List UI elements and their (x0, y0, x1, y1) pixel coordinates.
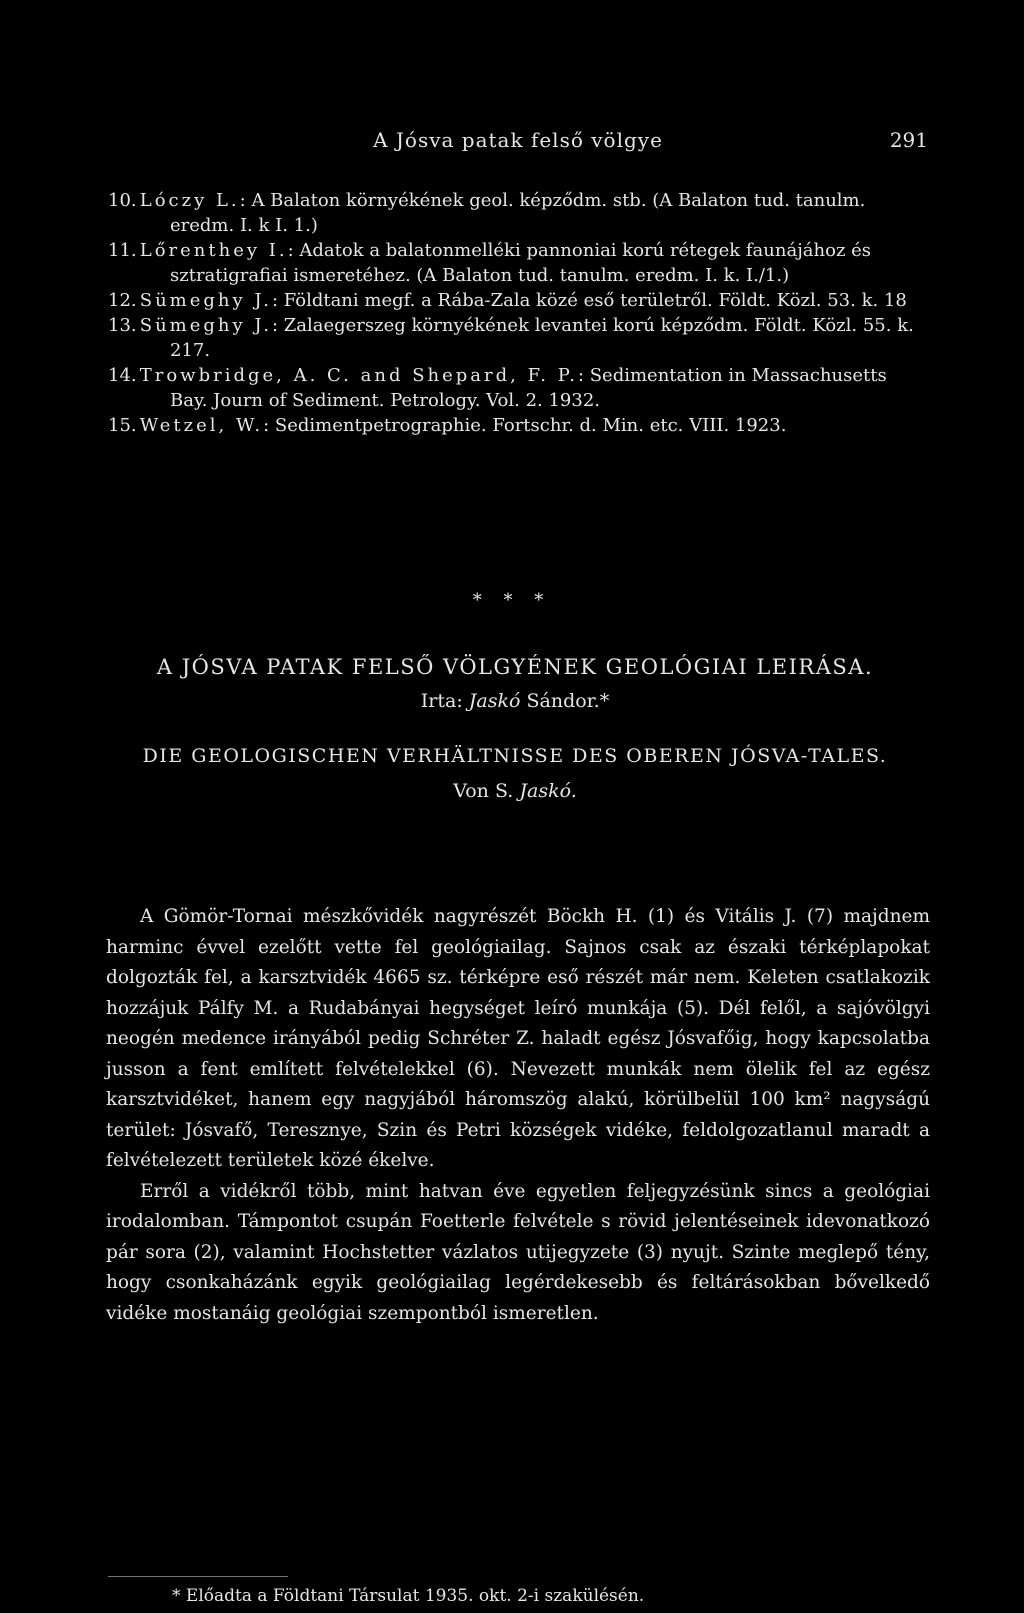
footnote: * Előadta a Földtani Társulat 1935. okt. 2-i szakülésén. (172, 1586, 645, 1606)
german-author: Jaskó. (519, 780, 577, 802)
article-body (106, 902, 930, 1329)
reference-number: 12. (108, 290, 137, 311)
reference-author: Trowbridge, A. C. and Shepard, F. P. (139, 365, 578, 386)
reference-13 (108, 313, 928, 363)
section-separator: * * * (472, 590, 552, 611)
article-title: A JÓSVA PATAK FELSŐ VÖLGYÉNEK GEOLÓGIAI LEIRÁSA. (156, 655, 874, 679)
reference-11 (108, 238, 928, 288)
german-title: DIE GEOLOGISCHEN VERHÄLTNISSE DES OBEREN JÓSVA-TALES. (142, 745, 888, 767)
reference-number: 11. (108, 240, 137, 261)
reference-14 (108, 363, 928, 413)
german-byline (100, 780, 930, 802)
author-given-name: Sándor.* (526, 690, 610, 712)
paragraph-2: Erről a vidékről több, mint hatvan éve egyetlen feljegyzésünk sincs a geológiai irodalomban. Támpontot csupán Foetterle felvétele s rövid jelentéseinek idevonatkozó pár sora (2), valamint Hochstetter vázlatos utijegyzete (3) nyujt. Szinte meglepő tény, hogy csonkaházánk egyik geológiailag legérdekesebb és feltárásokban bővelkedő vidéke mostanáig geológiai szempontból ismeretlen. (106, 1180, 930, 1324)
footnote-rule (108, 1576, 288, 1577)
reference-number: 15. (108, 415, 137, 436)
running-title: A Jósva patak felső völgye (373, 128, 663, 152)
reference-number: 13. (108, 315, 137, 336)
reference-number: 14. (108, 365, 137, 386)
reference-author: Sümeghy J. (139, 315, 272, 336)
reference-text: : A Balaton környékének geol. képződm. stb. (A Balaton tud. tanulm. eredm. I. k I. 1.) (170, 190, 866, 236)
reference-number: 10. (108, 190, 137, 211)
paragraph-1: A Gömör-Tornai mészkővidék nagyrészét Böckh H. (1) és Vitális J. (7) majdnem harminc évvel ezelőtt vette fel geológiailag. Sajnos csak az északi térképlapokat dolgozták fel, a karsztvidék 4665 sz. térképre eső részét már nem. Keleten csatlakozik hozzájuk Pálfy M. a Rudabányai hegységet leíró munkája (5). Dél felől, a sajóvölgyi neogén medence irányából pedig Schréter Z. haladt egész Jósvafőig, hogy kapcsolatba jusson a fent említett felvételekkel (6). Nevezett munkák nem ölelik fel az egész karsztvidéket, hanem egy nagyjából háromszög alakú, körülbelül 100 km² nagyságú terület: Jósvafő, Teresznye, Szin és Petri községek vidéke, feldolgozatlanul maradt a felvételezett területek közé ékelve. (106, 906, 930, 1171)
author-surname: Jaskó (468, 690, 521, 712)
reference-text: : Földtani megf. a Rába-Zala közé eső területről. Földt. Közl. 53. k. 18 (271, 290, 907, 311)
reference-10 (108, 188, 928, 238)
page-header (108, 128, 928, 156)
page-number: 291 (889, 128, 928, 152)
reference-text: : Sedimentation in Massachusetts Bay. Journ of Sediment. Petrology. Vol. 2. 1932. (170, 365, 887, 411)
reference-author: Sümeghy J. (139, 290, 272, 311)
reference-list (108, 188, 928, 438)
reference-author: Wetzel, W. (139, 415, 264, 436)
article-heading (100, 652, 930, 802)
reference-text: : Adatok a balatonmelléki pannoniai korú rétegek faunájához és sztratigrafiai ismeretéhez. (A Balaton tud. tanulm. eredm. I. k. I./1.) (170, 240, 872, 286)
reference-text: : Zalaegerszeg környékének levantei korú képződm. Földt. Közl. 55. k. 217. (170, 315, 914, 361)
reference-author: Lőrenthey I. (139, 240, 288, 261)
reference-author: Lóczy L. (139, 190, 240, 211)
byline-prefix: Irta: (420, 690, 463, 712)
german-byline-prefix: Von S. (453, 780, 514, 802)
article-byline (100, 690, 930, 712)
reference-12 (108, 288, 928, 313)
reference-15 (108, 413, 928, 438)
reference-text: : Sedimentpetrographie. Fortschr. d. Min. etc. VIII. 1923. (263, 415, 787, 436)
